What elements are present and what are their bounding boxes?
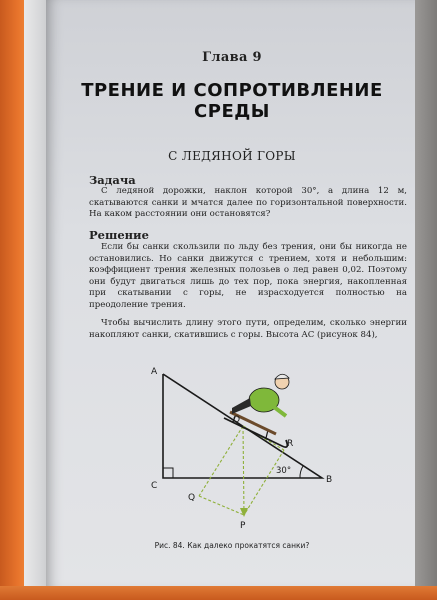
task-heading: Задача bbox=[89, 173, 136, 187]
chapter-label: Глава 9 bbox=[202, 50, 262, 65]
normal-line bbox=[199, 426, 243, 496]
force-guides bbox=[199, 426, 284, 515]
solution-paragraph-2-body: Чтобы вычислить длину этого пути, определим, сколько энергии накопляют санки, скатившись с горы. Высота AC (рисунок 84), bbox=[89, 318, 407, 340]
label-angle: 30° bbox=[276, 466, 292, 476]
right-background bbox=[415, 0, 437, 600]
label-B: B bbox=[326, 475, 333, 485]
sled-rider-illustration bbox=[224, 374, 289, 447]
chapter-title: ТРЕНИЕ И СОПРОТИВЛЕНИЕ СРЕДЫ bbox=[81, 80, 383, 122]
book-cover-bottom bbox=[0, 586, 437, 600]
task-text-body: С ледяной дорожки, наклон которой 30°, а длина 12 м, скатываются санки и мчатся далее по горизонтальной поверхности. На каком расстоянии они остановятся? bbox=[89, 186, 407, 220]
angle-arc bbox=[300, 466, 303, 478]
label-A: A bbox=[151, 367, 158, 377]
solution-paragraph-2 bbox=[89, 318, 407, 341]
rider-legs bbox=[232, 398, 251, 414]
solution-paragraph-1-body: Если бы санки скользили по льду без трения, они бы никогда не остановились. Но санки движутся с трением, хотя и небольшим: коэффициент трения железных полозьев о лед равен 0,02. Поэтому они будут двигаться лишь до тех пор, пока энергия, накопленная при скатывании с горы, не израсходуется полностью на преодоление трения. bbox=[89, 242, 407, 310]
gravity-line bbox=[243, 426, 244, 515]
label-Q: Q bbox=[188, 493, 196, 503]
solution-paragraph-1 bbox=[89, 242, 407, 312]
label-P: P bbox=[240, 521, 246, 531]
task-text bbox=[89, 186, 407, 221]
gravity-arrowhead bbox=[240, 508, 248, 517]
solution-heading: Решение bbox=[89, 228, 149, 242]
incline-diagram bbox=[46, 360, 418, 540]
pq-line bbox=[199, 496, 244, 515]
book-page bbox=[46, 0, 418, 588]
label-C: C bbox=[151, 481, 158, 491]
pr-line bbox=[244, 450, 284, 515]
right-angle-marker bbox=[163, 468, 173, 478]
rider-hat bbox=[275, 374, 289, 379]
section-title: С ЛЕДЯНОЙ ГОРЫ bbox=[168, 149, 296, 163]
figure-caption: Рис. 84. Как далеко прокатятся санки? bbox=[154, 541, 310, 550]
label-O: O bbox=[233, 415, 241, 425]
label-R: R bbox=[287, 439, 294, 449]
